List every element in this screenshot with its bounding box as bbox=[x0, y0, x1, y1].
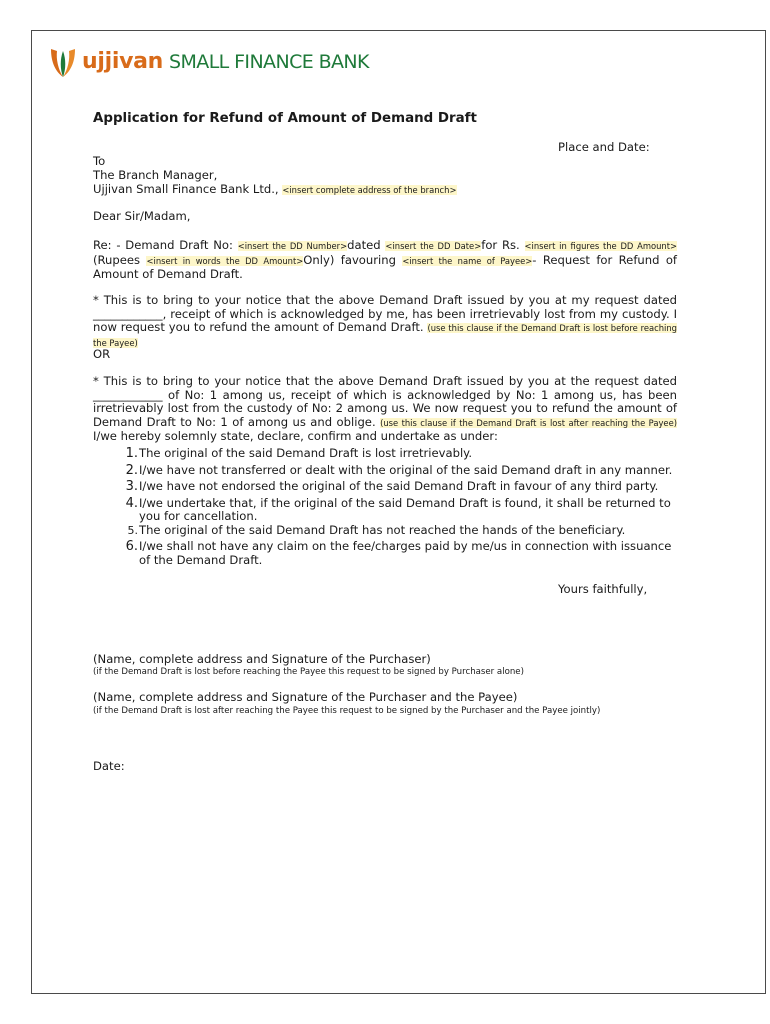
clause1-hint: (use this clause if the Demand Draft is lost before reaching the Payee) bbox=[93, 323, 677, 348]
bank-address-hint: <insert complete address of the branch> bbox=[282, 185, 457, 195]
place-date-label: Place and Date: bbox=[558, 140, 650, 154]
undertakings-list bbox=[93, 447, 683, 567]
clause-lost-after-payee: * This is to bring to your notice that the above Demand Draft issued by you at the request dated ____________ of No: 1 among us, receipt of which is acknowledged by No: 1 among us, has been irretrievably lost from the custody of No: 2 among us. We now request you to refund the amount of Demand Draft to No: 1 of among us and oblige. (use this clause if the Demand Draft is lost after reaching the Payee) I/we hereby solemnly state, declare, confirm and undertake as under: bbox=[93, 374, 677, 444]
salutation: Dear Sir/Madam, bbox=[93, 209, 191, 223]
dd-amount-figures-hint: <insert in figures the DD Amount> bbox=[524, 241, 678, 251]
list-item: 2. I/we have not transferred or dealt with the original of the said Demand draft in any manner. bbox=[125, 462, 673, 478]
list-item: 6. I/we shall not have any claim on the fee/charges paid by me/us in connection with issuance of the Demand Draft. bbox=[125, 539, 672, 567]
brand-name: ujjivan SMALL FINANCE BANK bbox=[82, 49, 369, 74]
list-item: 1. The original of the said Demand Draft is lost irretrievably. bbox=[125, 446, 473, 461]
page-title: Application for Refund of Amount of Demand Draft bbox=[93, 111, 477, 126]
signature-joint-label: (Name, complete address and Signature of the Purchaser and the Payee) bbox=[93, 690, 518, 704]
list-item: 3. I/we have not endorsed the original of the said Demand Draft in favour of any third party. bbox=[125, 479, 659, 494]
date-label: Date: bbox=[93, 759, 125, 773]
or-separator: OR bbox=[93, 347, 111, 361]
bank-logo bbox=[48, 44, 369, 80]
payee-name-hint: <insert the name of Payee> bbox=[402, 255, 533, 266]
dd-date-hint: <insert the DD Date> bbox=[385, 241, 482, 251]
ujjivan-leaf-icon bbox=[48, 45, 78, 79]
list-item: 5. The original of the said Demand Draft has not reached the hands of the beneficiary. bbox=[127, 522, 626, 537]
signature-purchaser-label: (Name, complete address and Signature of the Purchaser) bbox=[93, 652, 431, 666]
dd-number-hint: <insert the DD Number> bbox=[237, 241, 348, 251]
address-manager: The Branch Manager, bbox=[93, 168, 218, 182]
list-item: 4. I/we undertake that, if the original of the said Demand Draft is found, it shall be returned to you for cancellation. bbox=[125, 495, 671, 524]
address-to: To bbox=[93, 154, 106, 168]
closing-line: Yours faithfully, bbox=[558, 582, 648, 596]
reference-line: Re: - Demand Draft No: <insert the DD Number>dated <insert the DD Date>for Rs. <insert in figures the DD Amount>(Rupees <insert in words the DD Amount>Only) favouring <insert the name of Payee>- Request for Refund of Amount of Demand Draft. bbox=[93, 238, 678, 282]
dd-amount-words-hint: <insert in words the DD Amount> bbox=[146, 255, 304, 266]
signature-purchaser-note: (if the Demand Draft is lost before reaching the Payee this request to be signed by Purchaser alone) bbox=[93, 667, 524, 677]
address-bank: Ujjivan Small Finance Bank Ltd., <insert complete address of the branch> bbox=[93, 182, 457, 196]
clause2-hint: (use this clause if the Demand Draft is lost after reaching the Payee) bbox=[380, 417, 677, 428]
signature-joint-note: (if the Demand Draft is lost after reaching the Payee this request to be signed by the Purchaser and the Payee jointly) bbox=[93, 706, 601, 716]
clause-lost-before-payee: * This is to bring to your notice that the above Demand Draft issued by you at my request dated ____________, receipt of which is acknowledged by me, has been irretrievably lost from my custody. I now request you to refund the amount of Demand Draft. (use this clause if the Demand Draft is lost before reaching the Payee) bbox=[93, 293, 677, 348]
